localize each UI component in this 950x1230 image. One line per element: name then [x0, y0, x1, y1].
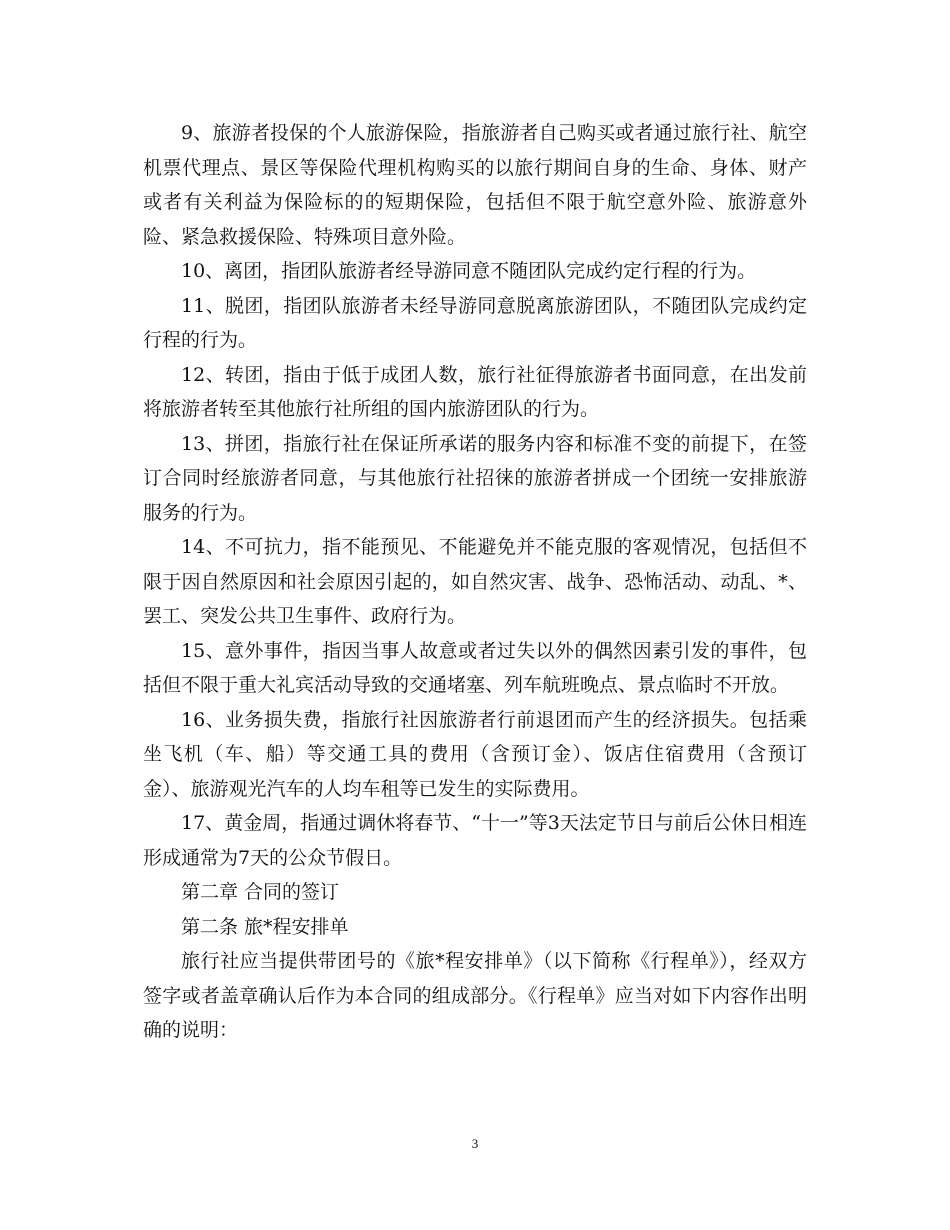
paragraph-business-loss: 16、业务损失费，指旅行社因旅游者行前退团而产生的经济损失。包括乘坐飞机（车、船）等交通工具的费用（含预订金）、饭店住宿费用（含预订金）、旅游观光汽车的人均车租等已发生的实际费用。 [143, 708, 807, 800]
article-heading: 第二条 旅*程安排单 [181, 915, 349, 938]
paragraph-force-majeure: 14、不可抗力，指不能预见、不能避免并不能克服的客观情况，包括但不限于因自然原因和社会原因引起的，如自然灾害、战争、恐怖活动、动乱、*、罢工、突发公共卫生事件、政府行为。 [143, 536, 807, 627]
paragraph-break-away: 11、脱团，指团队旅游者未经导游同意脱离旅游团队，不随团队完成约定行程的行为。 [143, 294, 807, 351]
paragraph-leave-group: 10、离团，指团队旅游者经导游同意不随团队完成约定行程的行为。 [181, 260, 757, 282]
paragraph-itinerary: 旅行社应当提供带团号的《旅*程安排单》（以下简称《行程单》），经双方签字或者盖章确认后作为本合同的组成部分。《行程单》应当对如下内容作出明确的说明： [143, 950, 807, 1041]
paragraph-insurance-definition: 9、旅游者投保的个人旅游保险，指旅游者自己购买或者通过旅行社、航空机票代理点、景区等保险代理机构购买的以旅行期间自身的生命、身体、财产或者有关利益为保险标的的短期保险，包括但不限于航空意外险、旅游意外险、紧急救援保险、特殊项目意外险。 [143, 122, 807, 248]
chapter-heading: 第二章 合同的签订 [181, 881, 340, 903]
paragraph-merge-group: 13、拼团，指旅行社在保证所承诺的服务内容和标准不变的前提下，在签订合同时经旅游者同意，与其他旅行社招徕的旅游者拼成一个团统一安排旅游服务的行为。 [143, 432, 807, 524]
paragraph-golden-week: 17、黄金周，指通过调休将春节、“十一”等3天法定节日与前后公休日相连形成通常为7天的公众节假日。 [143, 812, 807, 869]
paragraph-transfer-group: 12、转团，指由于低于成团人数，旅行社征得旅游者书面同意，在出发前将旅游者转至其他旅行社所组的国内旅游团队的行为。 [143, 363, 807, 420]
document-body [143, 116, 807, 1048]
paragraph-accident: 15、意外事件，指因当事人故意或者过失以外的偶然因素引发的事件，包括但不限于重大礼宾活动导致的交通堵塞、列车航班晚点、景点临时不开放。 [143, 639, 807, 696]
page-number: 3 [471, 1136, 479, 1151]
